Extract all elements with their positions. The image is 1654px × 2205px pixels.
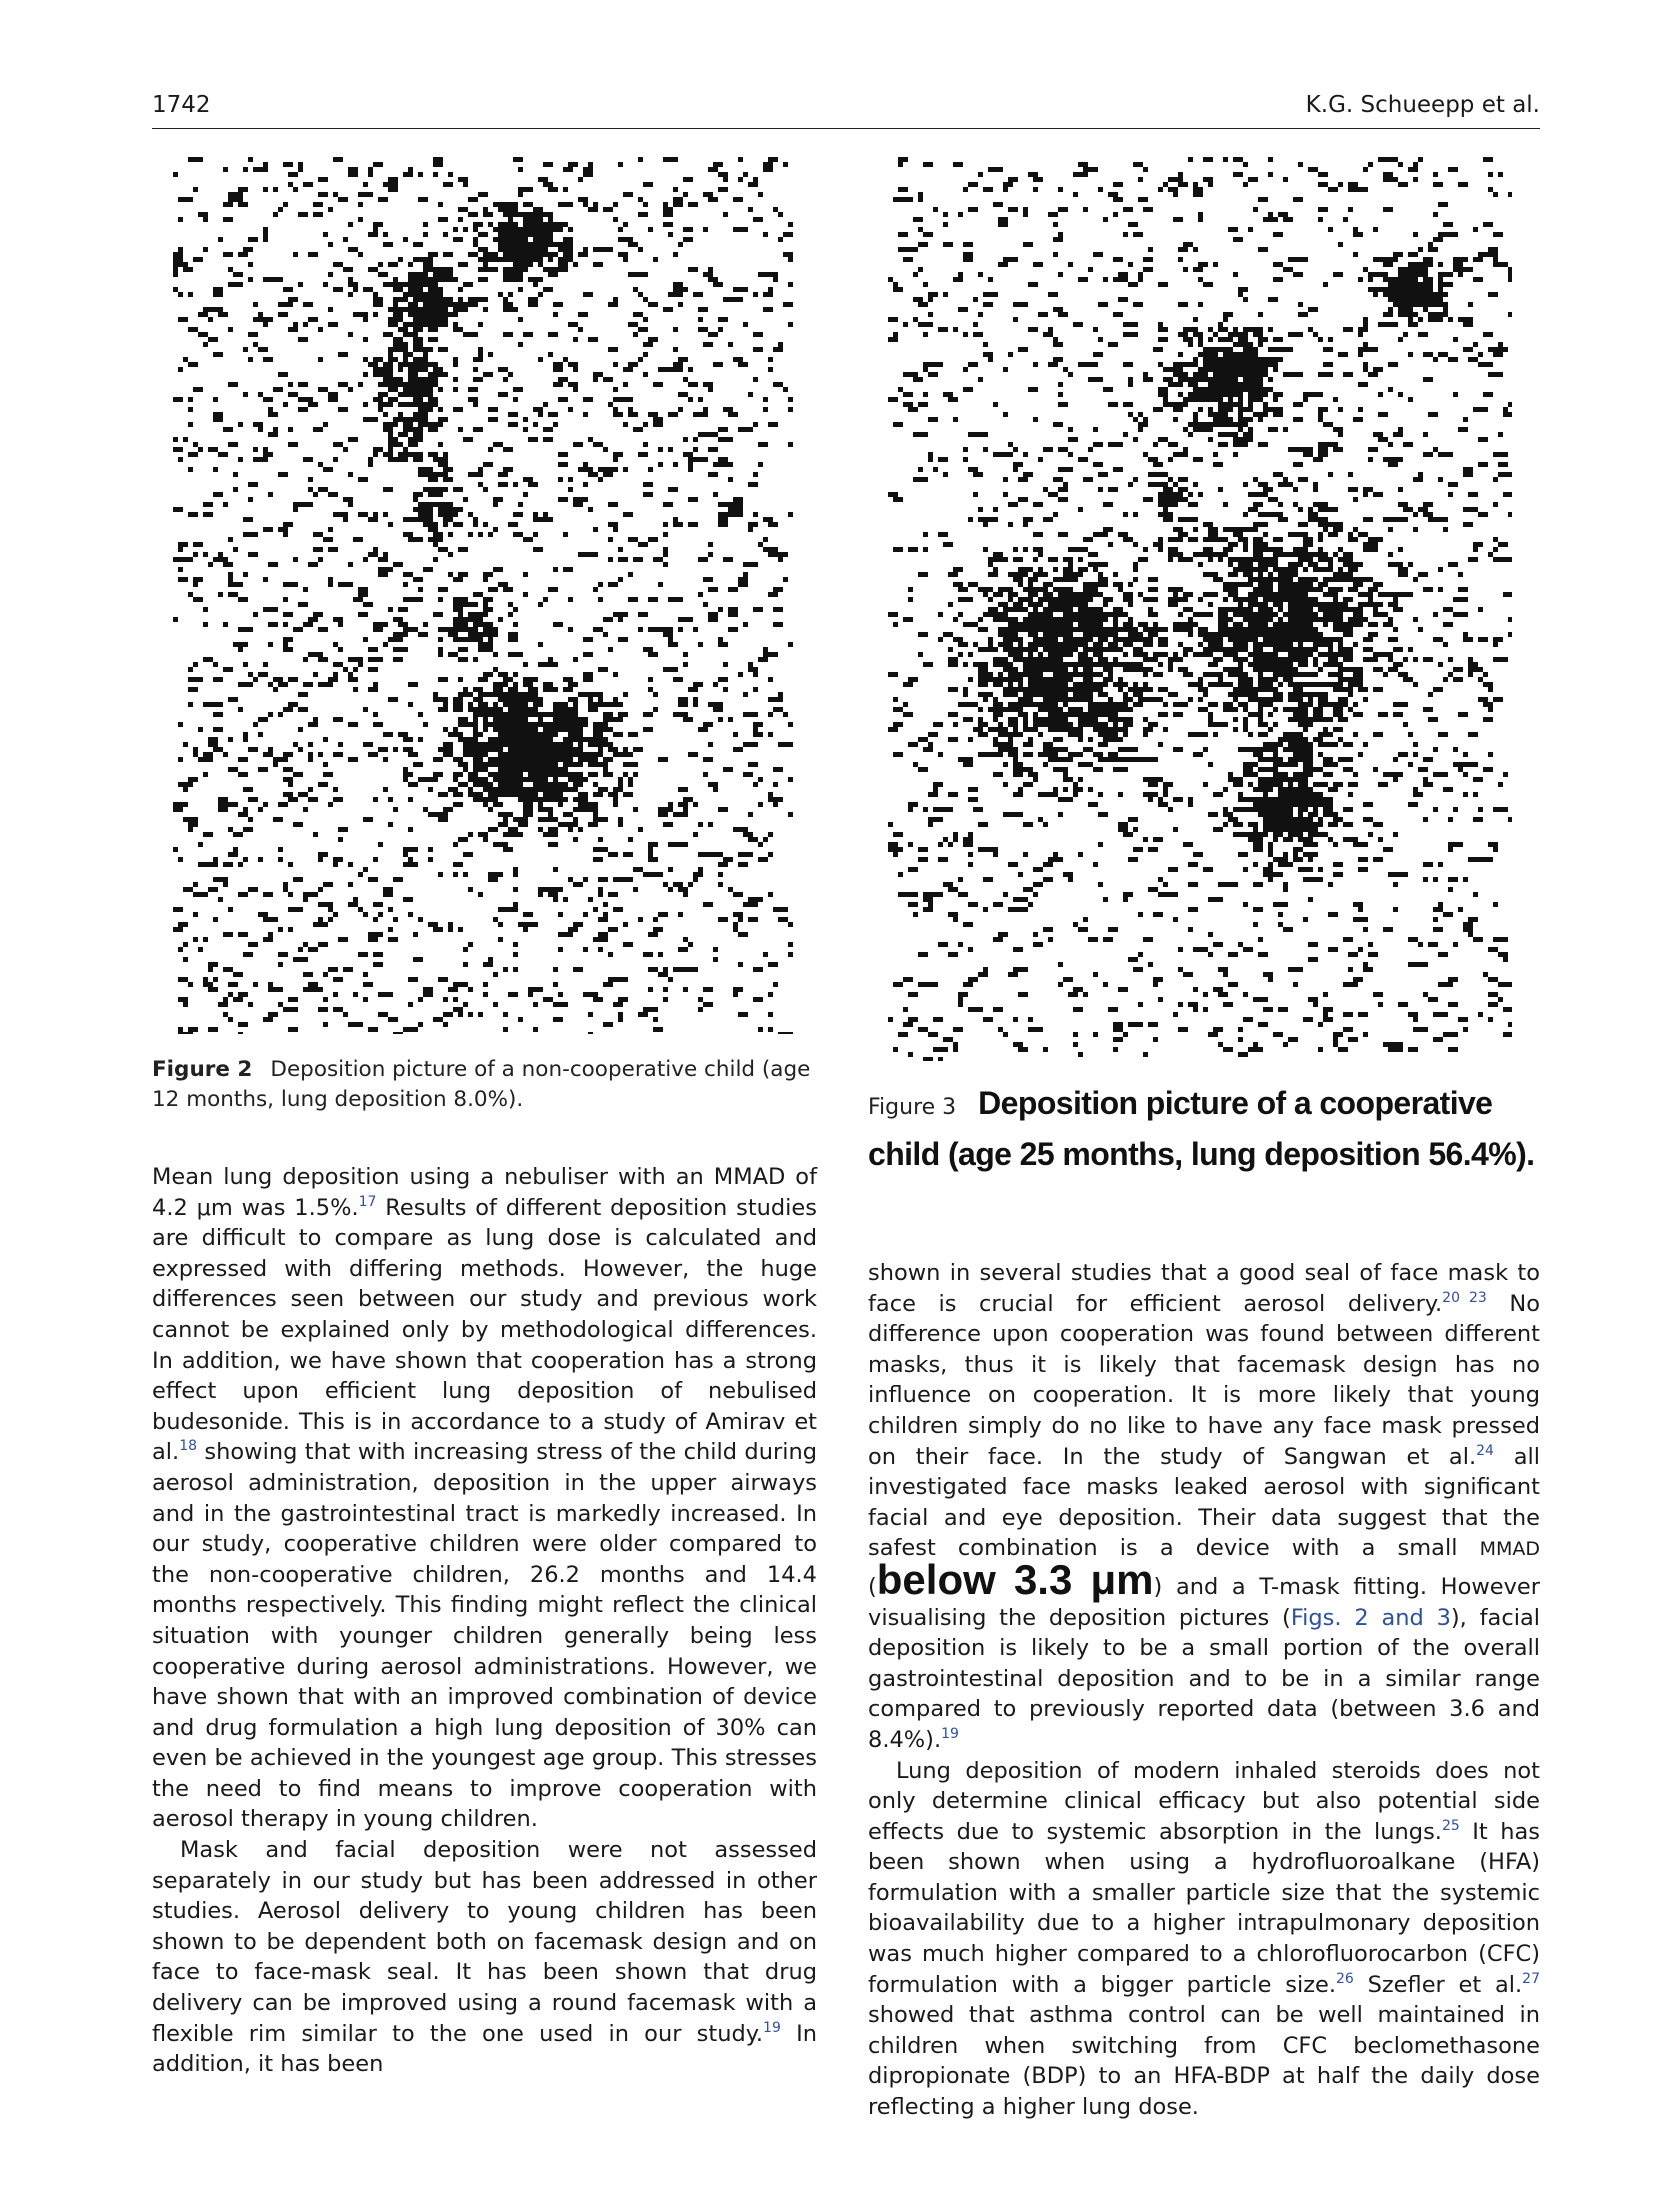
page-number: 1742 [152, 92, 211, 118]
stipple-pattern [888, 157, 1512, 1061]
paragraph [152, 1835, 817, 2080]
reference-20[interactable]: 20 [1442, 1289, 1460, 1306]
paragraph [868, 1756, 1540, 2123]
reference-24[interactable]: 24 [1476, 1442, 1494, 1459]
figure-2-label: Figure 2 [152, 1057, 253, 1082]
figure-2-svg [173, 157, 793, 1034]
running-head [152, 88, 1540, 129]
figure-cross-reference[interactable]: Figs. 2 and 3 [1290, 1604, 1451, 1631]
figure-2-caption-text: Deposition picture of a non-cooperative child (age 12 months, lung deposition 8.0%). [152, 1057, 811, 1112]
text-run: Results of different deposition studies are difficult to compare as lung dose is calculated and expressed with differing methods. However, the huge differences seen between our study and previous work cannot be explained only by methodological differences. In addition, we have shown that cooperation has a strong effect upon efficient lung deposition of nebulised budesonide. This is in accordance to a study of Amirav et al. [152, 1194, 818, 1466]
reference-27[interactable]: 27 [1522, 1970, 1540, 1987]
text-run: Mask and facial deposition were not assessed separately in our study but has been addressed in other studies. Aerosol delivery to young children has been shown to be dependent both on facemask design and on face to face-mask seal. It has been shown that drug delivery can be improved using a round facemask with a flexible rim similar to the one used in our study. [152, 1837, 817, 2047]
text-run: shown in several studies that a good seal of face mask to face is crucial for efficient aerosol delivery. [868, 1260, 1540, 1317]
text-run: It has been shown when using a hydrofluoroalkane (HFA) formulation with a smaller particle size that the systemic bioavailability due to a higher intrapulmonary deposition was much higher compared to a chlorofluorocarbon (CFC) formulation with a bigger particle size. [868, 1818, 1540, 1998]
text-run: ( [868, 1573, 877, 1600]
text-run: Lung deposition of modern inhaled steroids does not only determine clinical efficacy but also potential side effects due to systemic absorption in the lungs. [868, 1757, 1540, 1845]
paragraph [152, 1162, 817, 1835]
reference-18[interactable]: 18 [179, 1438, 198, 1455]
reference-17[interactable]: 17 [358, 1193, 377, 1210]
figure-3-label: Figure 3 [868, 1095, 957, 1120]
paragraph [868, 1258, 1540, 1756]
text-run: Szefler et al. [1353, 1971, 1523, 1998]
figure-3-svg [888, 157, 1512, 1061]
left-text-column [152, 1162, 817, 2080]
text-run: ) and a T-mask fitting. However visualising the deposition pictures ( [868, 1573, 1540, 1631]
right-text-column [868, 1258, 1540, 2123]
figure-2-scintigraphy-image [173, 157, 793, 1034]
reference-25[interactable]: 25 [1441, 1817, 1460, 1834]
stipple-pattern [173, 157, 793, 1034]
mmad-text: MMAD [1479, 1538, 1540, 1561]
text-run: showed that asthma control can be well maintained in children when switching from CFC beclomethasone dipropionate (BDP) to an HFA-BDP at half the daily dose reflecting a higher lung dose. [868, 2002, 1540, 2121]
text-run: showing that with increasing stress of the child during aerosol administration, deposition in the upper airways and in the gastrointestinal tract is markedly increased. In our study, cooperative children were older compared to the non-cooperative children, 26.2 months and 14.4 months respectively. This finding might reflect the clinical situation with younger children generally being less cooperative during aerosol administrations. However, we have shown that with an improved combination of device and drug formulation a high lung deposition of 30% can even be achieved in the youngest age group. This stresses the need to find means to improve cooperation with aerosol therapy in young children. [152, 1439, 817, 1833]
text-run: In addition, it has been [152, 2020, 817, 2078]
reference-19[interactable]: 19 [941, 1725, 959, 1742]
figure-3-caption [868, 1080, 1548, 1182]
figure-3-caption-text: Deposition picture of a cooperative child (age 25 months, lung deposition 56.4%). [868, 1085, 1535, 1172]
reference-23[interactable]: 23 [1469, 1289, 1487, 1306]
text-run: ), facial deposition is likely to be a small portion of the overall gastrointestinal deposition and to be in a similar range compared to previously reported data (between 3.6 and 8.4%). [868, 1604, 1540, 1753]
text-run: all investigated face masks leaked aerosol with significant facial and eye deposition. Their data suggest that the safest combination is a device with a small [868, 1443, 1540, 1562]
figure-2-caption [152, 1055, 817, 1115]
text-run: Mean lung deposition using a nebuliser with an MMAD of 4.2 μm was 1.5%. [152, 1164, 817, 1221]
large-highlight-text: below 3.3 μm [876, 1555, 1154, 1603]
reference-19[interactable]: 19 [763, 2019, 781, 2036]
text-run: No difference upon cooperation was found between different masks, thus it is likely that facemask design has no influence on cooperation. It is more likely that young children simply do no like to have any face mask pressed on their face. In the study of Sangwan et al. [868, 1290, 1541, 1470]
running-authors: K.G. Schueepp et al. [1305, 92, 1540, 118]
reference-26[interactable]: 26 [1336, 1970, 1354, 1987]
figure-3-scintigraphy-image [888, 157, 1512, 1061]
